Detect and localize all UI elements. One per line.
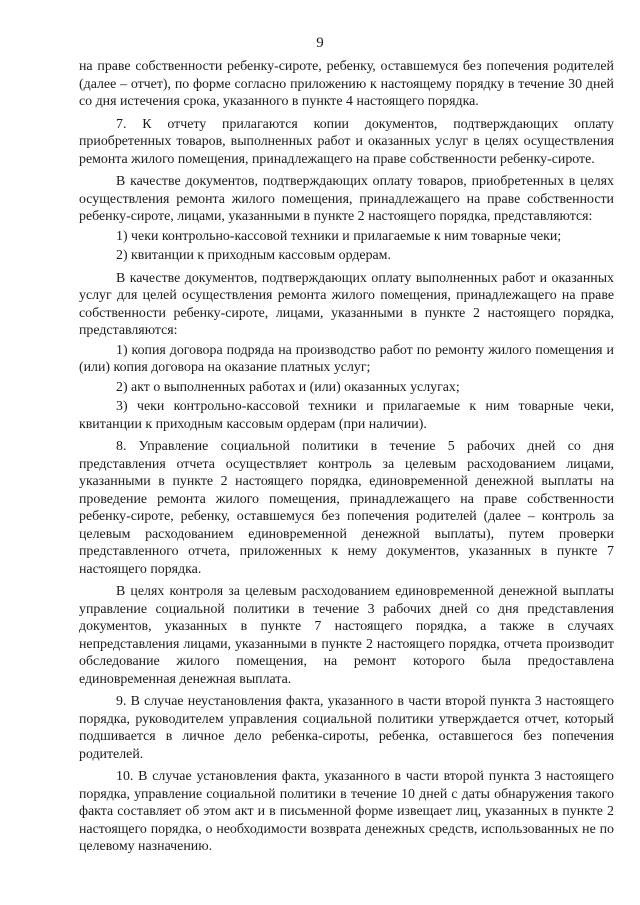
list-item-goods-2: 2) квитанции к приходным кассовым ордерам. [116, 248, 391, 263]
document-body [79, 58, 614, 861]
list-item-goods-1: 1) чеки контрольно-кассовой техники и прилагаемые к ним товарные чеки; [116, 228, 562, 244]
list-item-works-3: 3) чеки контрольно-кассовой техники и прилагаемые к ним товарные чеки, квитанции к приходным кассовым ордерам (при наличии). [79, 399, 614, 432]
list-item-works-2: 2) акт о выполненных работах и (или) оказанных услугах; [116, 379, 460, 395]
paragraph-item-9: 9. В случае неустановления факта, указанного в части второй пункта 3 настоящего порядка, руководителем управления социальной политики утверждается отчет, который подшивается в личное дело ребенка-сироты, ребенка, оставшегося без попечения родителей. [79, 694, 614, 762]
list-item-works-1: 1) копия договора подряда на производство работ по ремонту жилого помещения и (или) копия договора на оказание платных услуг; [79, 342, 614, 375]
paragraph-goods-documents: В качестве документов, подтверждающих оплату товаров, приобретенных в целях осуществления ремонта жилого помещения, принадлежащего на праве собственности ребенку-сироте, лицами, указанными в пункте 2 настоящего порядка, представляются: [79, 174, 614, 224]
page-number: 9 [316, 35, 324, 51]
paragraph-continuation: на праве собственности ребенку-сироте, ребенку, оставшемуся без попечения родителей (далее – отчет), по форме согласно приложению к настоящему порядку в течение 30 дней со дня истечения срока, указанного в пункте 4 настоящего порядка. [79, 59, 614, 109]
paragraph-item-8: 8. Управление социальной политики в течение 5 рабочих дней со дня представления отчета осуществляет контроль за целевым расходованием лицами, указанными в пункте 2 настоящего порядка, единовременной денежной выплаты на проведение ремонта жилого помещения, принадлежащего на праве собственности ребенку-сироте, ребенку, оставшемуся без попечения родителей (далее – контроль за целевым расходованием единовременной денежной выплаты), путем проверки представленного отчета, приложенных к нему документов, указанных в пункте 7 настоящего порядка. [79, 439, 614, 577]
paragraph-works-documents: В качестве документов, подтверждающих оплату выполненных работ и оказанных услуг для целей осуществления ремонта жилого помещения, принадлежащего на праве собственности ребенку-сироте, лицами, указанными в пункте 2 настоящего порядка, представляются: [79, 270, 614, 338]
paragraph-item-7: 7. К отчету прилагаются копии документов, подтверждающих оплату приобретенных товаров, выполненных работ и оказанных услуг в целях осуществления ремонта жилого помещения, принадлежащего на праве собственности ребенку-сироте. [79, 116, 614, 167]
paragraph-control-inspection: В целях контроля за целевым расходованием единовременной денежной выплаты управление социальной политики в течение 3 рабочих дней со дня представления документов, указанных в пункте 7 настоящего порядка, а также в случаях непредставления лицами, указанными в пункте 2 настоящего порядка, отчета производит обследование жилого помещения, на ремонт которого была предоставлена единовременная денежная выплата. [79, 584, 614, 687]
paragraph-item-10: 10. В случае установления факта, указанного в части второй пункта 3 настоящего порядка, управление социальной политики в течение 10 дней с даты обнаружения такого факта составляет об этом акт и в письменной форме извещает лиц, указанных в пункте 2 настоящего порядка, о необходимости возврата денежных средств, использованных не по целевому назначению. [79, 769, 614, 854]
